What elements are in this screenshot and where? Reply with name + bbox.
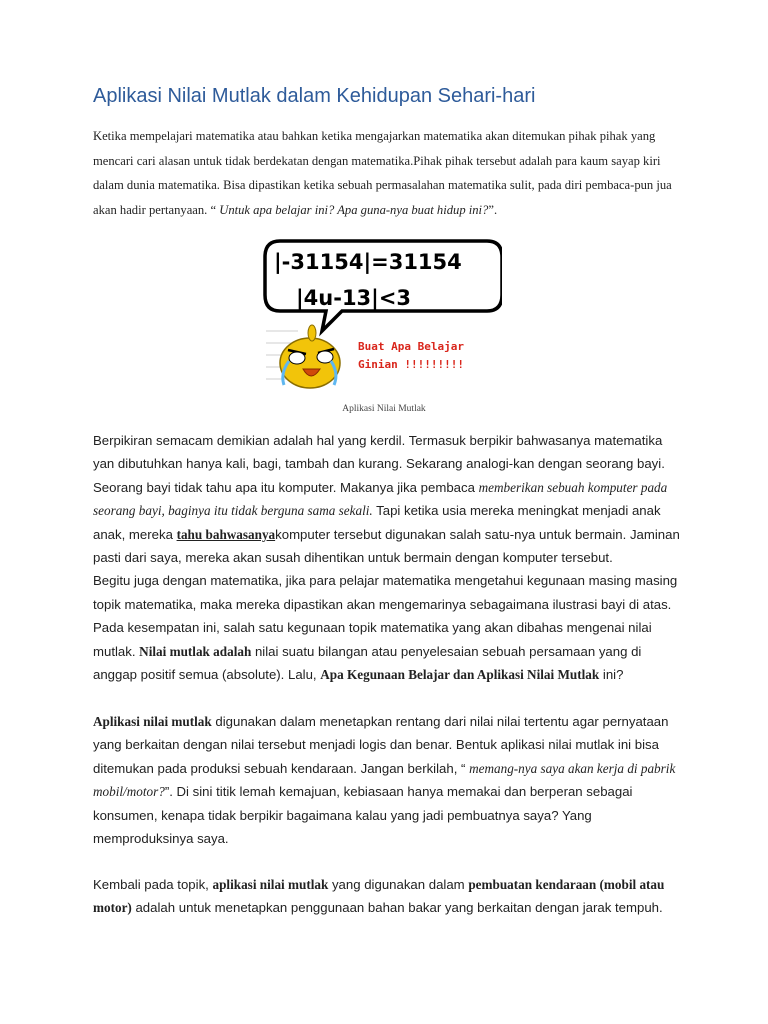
- underlined-phrase: tahu bahwasanya: [176, 526, 276, 542]
- body-section-1: [93, 429, 681, 686]
- bubble-line-1: |-31154|=31154: [274, 250, 462, 274]
- crying-bird-icon: [266, 325, 340, 388]
- intro-text: Ketika mempelajari matematika atau bahkan ketika mengajarkan matematika akan ditemukan pihak pihak yang mencari cari alasan untuk tidak berdekatan dengan matematika.Pihak pihak tersebut adalah para kaum sayap kiri dalam dunia matematika. Bisa dipastikan ketika sebuah permasalahan matematika sulit, pada diri pembaca-pun jua akan hadir pertanyaan. “: [93, 129, 672, 217]
- page-title: Aplikasi Nilai Mutlak dalam Kehidupan Sehari-hari: [93, 85, 536, 107]
- intro-paragraph: [93, 124, 678, 222]
- paragraph-4: Kembali pada topik, aplikasi nilai mutlak yang digunakan dalam pembuatan kendaraan (mobil atau motor) adalah untuk menetapkan penggunaan bahan bakar yang berkaitan dengan jarak tempuh.: [93, 877, 665, 916]
- cartoon-figure: [262, 233, 502, 393]
- figure-caption: Aplikasi Nilai Mutlak: [342, 404, 426, 414]
- paragraph-2: Begitu juga dengan matematika, jika para pelajar matematika mengetahui kegunaan masing masing topik matematika, maka mereka dipastikan akan mengemarinya sebagaimana ilustrasi bayi di atas. Pada kesempatan ini, salah satu kegunaan topik matematika yang akan dibahas mengenai nilai mutlak. Nilai mutlak adalah nilai suatu bilangan atau penyelesaian sebuah persamaan yang di anggap positif semua (absolute). Lalu, Apa Kegunaan Belajar dan Aplikasi Nilai Mutlak ini?: [93, 573, 678, 683]
- paragraph-1: Berpikiran semacam demikian adalah hal yang kerdil. Termasuk berpikir bahwasanya matematika yan dibutuhkan hanya kali, bagi, tambah dan kurang. Sekarang analogi-kan dengan seorang bayi. Seorang bayi tidak tahu apa itu komputer. Makanya jika pembaca memberikan sebuah komputer pada seorang bayi, baginya itu tidak berguna sama sekali. Tapi ketika usia mereka meningkat menjadi anak anak, mereka tahu bahwasanyakomputer tersebut digunakan salah satu-nya untuk bermain. Jaminan pasti dari saya, mereka akan susah dihentikan untuk bermain dengan komputer tersebut.: [93, 433, 680, 566]
- bubble-line-2: |4u-13|<3: [296, 286, 412, 310]
- intro-quote-end: ”.: [488, 202, 498, 217]
- exclaim-line-2: Ginian !!!!!!!!!: [358, 358, 464, 371]
- intro-quote: Untuk apa belajar ini? Apa guna-nya buat hidup ini?: [219, 202, 489, 217]
- exclaim-line-1: Buat Apa Belajar: [358, 340, 464, 353]
- paragraph-3: Aplikasi nilai mutlak digunakan dalam menetapkan rentang dari nilai nilai tertentu agar pernyataan yang berkaitan dengan nilai tersebut menjadi logis dan benar. Bentuk aplikasi nilai mutlak ini bisa ditemukan pada produksi sebuah kendaraan. Jangan berkilah, “ memang-nya saya akan kerja di pabrik mobil/motor?”. Di sini titik lemah kemajuan, kebiasaan hanya memakai dan berperan sebagai konsumen, kenapa tidak berpikir bagaimana kalau yang jadi pembuatnya saya? Yang memproduksinya saya.: [93, 714, 676, 847]
